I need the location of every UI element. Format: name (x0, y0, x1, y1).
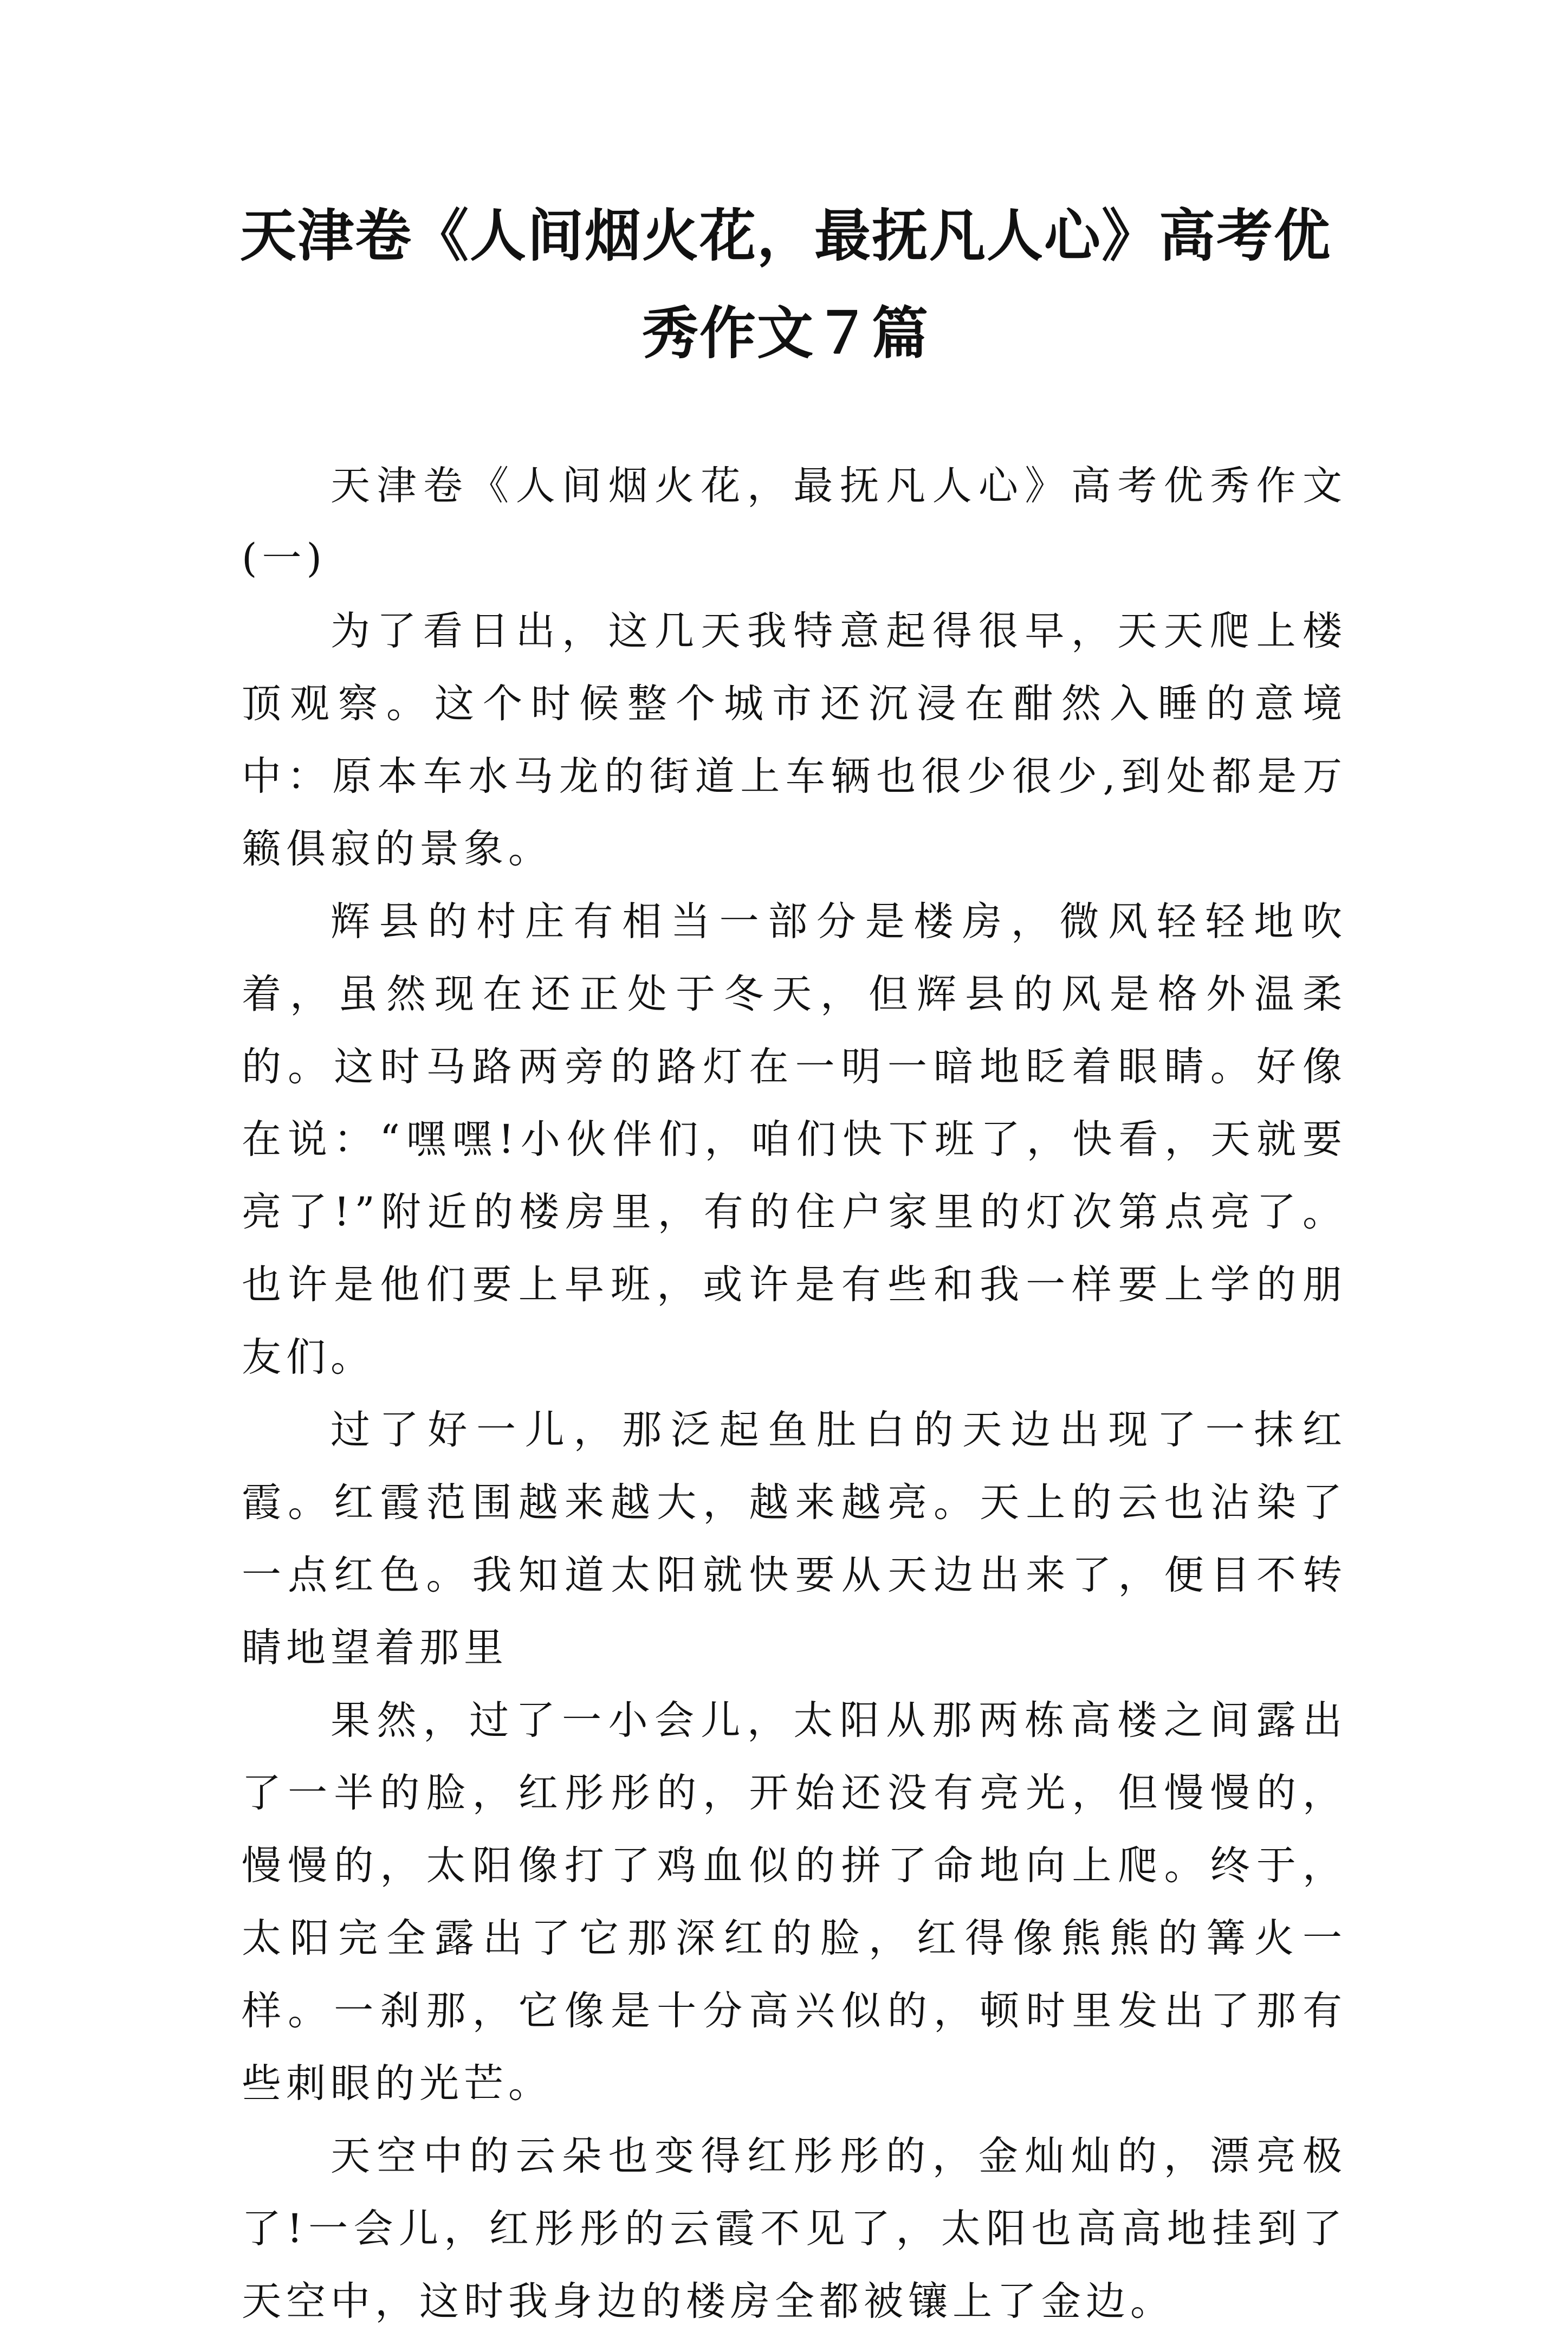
paragraph: 果然，过了一小会儿，太阳从那两栋高楼之间露出了一半的脸，红彤彤的，开始还没有亮光，但慢慢的，慢慢的，太阳像打了鸡血似的拼了命地向上爬。终于，太阳完全露出了它那深红的脸，红得像熊熊的篝火一样。一刹那，它像是十分高兴似的，顿时里发出了那有些刺眼的光芒。 (242, 1697, 1347, 2107)
title-line-2: 秀作文７篇 (642, 300, 929, 366)
paragraph: 辉县的村庄有相当一部分是楼房，微风轻轻地吹着，虽然现在还正处于冬天，但辉县的风是格外温柔的。这时马路两旁的路灯在一明一暗地眨着眼睛。好像在说：“嘿嘿!小伙伴们，咱们快下班了，快看，天就要亮了!”附近的楼房里，有的住户家里的灯次第点亮了。也许是他们要上早班，或许是有些和我一样要上学的朋友们。 (242, 899, 1347, 1380)
paragraph-essay-heading: 天津卷《人间烟火花，最抚凡人心》高考优秀作文(一) (242, 463, 1347, 582)
paragraph: 天空中的云朵也变得红彤彤的，金灿灿的，漂亮极了!一会儿，红彤彤的云霞不见了，太阳也高高地挂到了天空中，这时我身边的楼房全都被镶上了金边。 (242, 2133, 1347, 2324)
document-body (242, 450, 1347, 2338)
title-line-1: 天津卷《人间烟火花，最抚凡人心》高考优 (239, 203, 1331, 269)
document-title (217, 187, 1355, 382)
paragraph: 为了看日出，这几天我特意起得很早，天天爬上楼顶观察。这个时候整个城市还沉浸在酣然入睡的意境中：原本车水马龙的街道上车辆也很少很少,到处都是万籁俱寂的景象。 (242, 608, 1347, 872)
paragraph: 过了好一儿，那泛起鱼肚白的天边出现了一抹红霞。红霞范围越来越大，越来越亮。天上的云也沾染了一点红色。我知道太阳就快要从天边出来了，便目不转睛地望着那里 (242, 1407, 1347, 1671)
